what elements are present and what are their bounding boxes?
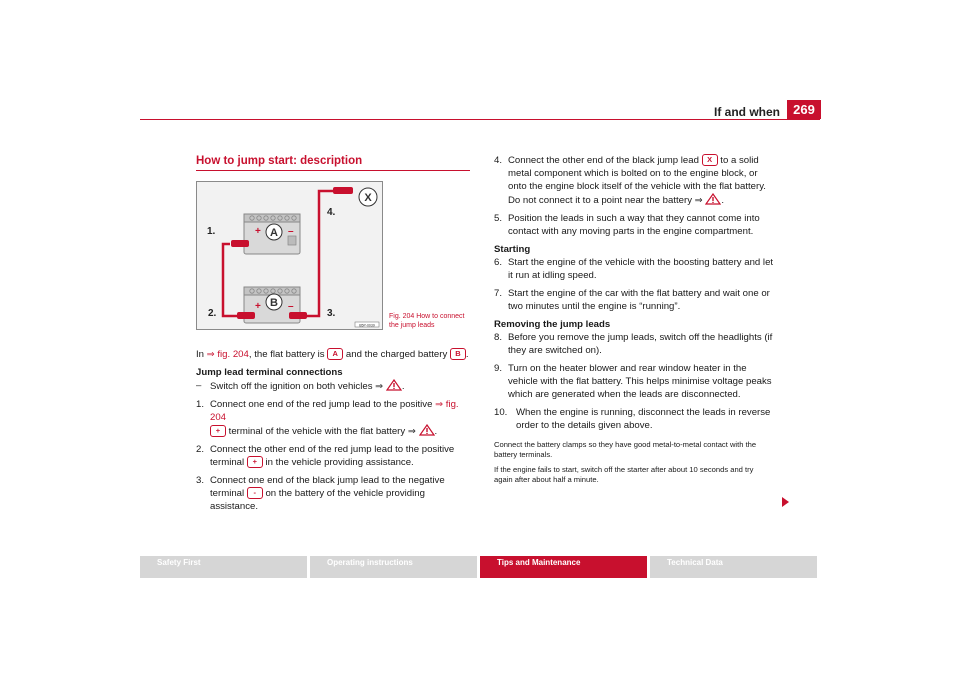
figure-label-4: 4. xyxy=(327,207,336,218)
figure-reference-link[interactable]: ⇒ fig. 204 xyxy=(210,399,459,423)
figure-caption xyxy=(389,312,465,330)
tab-safety-first[interactable]: Safety First xyxy=(140,556,307,578)
warning-triangle-icon[interactable] xyxy=(386,379,402,391)
positive-terminal-badge: + xyxy=(247,456,263,468)
step-1: 1. Connect one end of the red jump lead to the positive ⇒ fig. 204 + terminal of the vehicle with the flat battery ⇒ . xyxy=(196,399,459,437)
right-column xyxy=(494,154,774,490)
battery-a xyxy=(244,214,300,254)
battery-a-badge: A xyxy=(327,348,343,360)
warning-triangle-icon[interactable] xyxy=(419,424,435,436)
negative-terminal-badge: - xyxy=(247,487,263,499)
battery-b-badge: B xyxy=(450,348,466,360)
subheading-starting: Starting xyxy=(494,244,531,255)
tab-tips-and-maintenance[interactable]: Tips and Maintenance xyxy=(480,556,647,578)
tab-operating-instructions[interactable]: Operating instructions xyxy=(310,556,477,578)
footer-nav xyxy=(140,556,820,578)
jump-start-diagram xyxy=(196,181,383,330)
ground-point-x xyxy=(359,188,377,206)
figure-caption-line2: the jump leads xyxy=(389,322,435,329)
step-5: 5. Position the leads in such a way that they cannot come into contact with any moving parts in the engine compartment. xyxy=(494,213,760,237)
battery-a-label: A xyxy=(270,227,278,239)
step-2: 2. Connect the other end of the red jump lead to the positive terminal + in the vehicle providing assistance. xyxy=(196,444,455,468)
next-page-arrow-icon[interactable] xyxy=(782,497,789,507)
step-8: 8. Before you remove the jump leads, switch off the headlights (if they are switched on). xyxy=(494,332,773,356)
subheading-removing: Removing the jump leads xyxy=(494,319,611,330)
positive-terminal-badge: + xyxy=(210,425,226,437)
svg-text:–: – xyxy=(288,226,294,237)
step-7: 7. Start the engine of the car with the flat battery and wait one or two minutes until the engine is “running”. xyxy=(494,288,770,312)
step-10: 10. When the engine is running, disconnect the leads in reverse order to the details given above. xyxy=(494,407,771,431)
note-engine-fails: If the engine fails to start, switch off the starter after about 10 seconds and try again after about half a minute. xyxy=(494,465,754,484)
tab-technical-data[interactable]: Technical Data xyxy=(650,556,817,578)
figure-caption-line1: Fig. 204 How to connect xyxy=(389,313,465,320)
step-4: 4. Connect the other end of the black jump lead X to a solid metal component which is bolted on to the engine block, or onto the engine block itself of the vehicle with the flat battery. Do not connect it to a point near the battery ⇒ . xyxy=(494,155,766,206)
svg-text:X: X xyxy=(364,192,372,204)
intro-paragraph: In ⇒ fig. 204, the flat battery is A and the charged battery B . xyxy=(196,349,469,360)
svg-text:–: – xyxy=(288,301,294,312)
running-header-title: If and when xyxy=(714,105,780,119)
figure-label-2: 2. xyxy=(208,308,217,319)
step-9: 9. Turn on the heater blower and rear window heater in the vehicle with the flat battery. This helps minimise voltage peaks which are generated when the leads are disconnected. xyxy=(494,363,772,400)
figure-label-3: 3. xyxy=(327,308,336,319)
header-rule xyxy=(140,119,820,120)
ground-point-badge: X xyxy=(702,154,718,166)
figure-code: B5P-0039 xyxy=(359,323,375,328)
section-rule xyxy=(196,170,470,171)
svg-text:+: + xyxy=(255,226,261,237)
note-battery-clamps: Connect the battery clamps so they have good metal-to-metal contact with the battery terminals. xyxy=(494,440,757,459)
step-3: 3. Connect one end of the black jump lead to the negative terminal - on the battery of the vehicle providing assistance. xyxy=(196,475,445,512)
warning-triangle-icon[interactable] xyxy=(705,193,721,205)
figure-reference-link[interactable]: ⇒ fig. 204 xyxy=(206,349,249,360)
dash-item: – Switch off the ignition on both vehicles ⇒ . xyxy=(196,380,405,392)
battery-b-label: B xyxy=(270,297,278,309)
step-6: 6. Start the engine of the vehicle with the boosting battery and let it run at idling speed. xyxy=(494,257,774,281)
left-column xyxy=(196,348,474,518)
jump-start-diagram-svg xyxy=(197,182,382,329)
section-title: How to jump start: description xyxy=(196,155,363,167)
figure-label-1: 1. xyxy=(207,226,216,237)
subheading-terminal-connections: Jump lead terminal connections xyxy=(196,367,343,378)
page-number: 269 xyxy=(787,100,821,119)
svg-text:+: + xyxy=(255,301,261,312)
